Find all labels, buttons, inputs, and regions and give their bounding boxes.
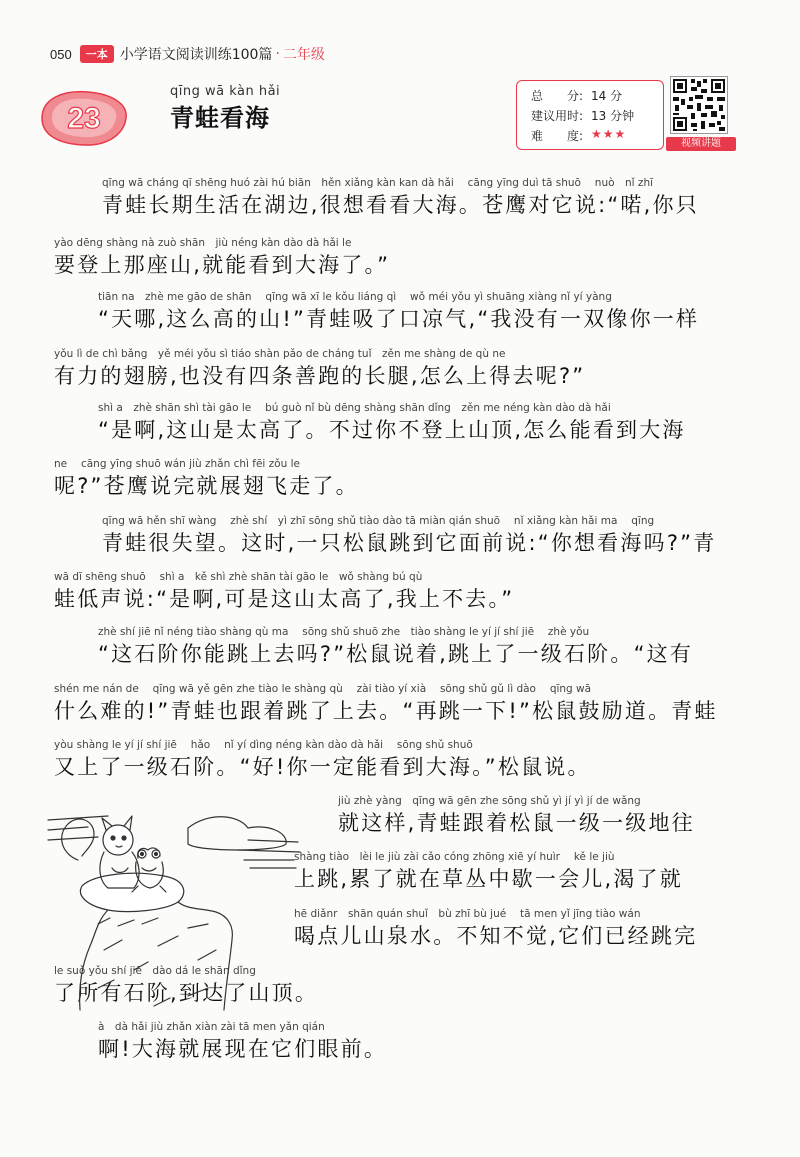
hanzi-line: “是啊,这山是太高了。不过你不登上山顶,怎么能看到大海 [98, 418, 686, 442]
pinyin-line: tiān na zhè me gāo de shān qīng wā xī le kǒu liáng qì wǒ méi yǒu yì shuāng xiàng nǐ yí yàng [98, 291, 612, 303]
hanzi-line: “天哪,这么高的山!”青蛙吸了口凉气,“我没有一双像你一样 [98, 307, 700, 331]
lesson-number: 23 [67, 102, 101, 135]
squirrel-frog-illustration [38, 800, 308, 1020]
text-line [54, 682, 744, 728]
hanzi-line: 有力的翅膀,也没有四条善跑的长腿,怎么上得去呢?” [54, 364, 586, 388]
hanzi-line: 什么难的!”青蛙也跟着跳了上去。“再跳一下!”松鼠鼓励道。青蛙 [54, 699, 718, 723]
text-line [98, 1020, 498, 1066]
difficulty-stars: ★★★ [591, 127, 627, 141]
time-label: 建议用时: [531, 109, 584, 123]
time-row [531, 107, 634, 124]
hanzi-line: 又上了一级石阶。“好!你一定能看到大海。”松鼠说。 [54, 755, 591, 779]
text-line [338, 794, 742, 840]
hanzi-line: 青蛙很失望。这时,一只松鼠跳到它面前说:“你想看海吗?”青 [102, 531, 717, 555]
hanzi-line: 了所有石阶,到达了山顶。 [54, 981, 319, 1005]
pinyin-line: zhè shí jiē nǐ néng tiào shàng qù ma sōng shǔ shuō zhe tiào shàng le yí jí shí jiē zhè yǒu [98, 626, 590, 638]
lesson-number-badge [34, 88, 130, 148]
text-line [98, 290, 742, 336]
pinyin-line: yòu shàng le yí jí shí jiē hǎo nǐ yí dìng néng kàn dào dà hǎi sōng shǔ shuō [54, 739, 473, 751]
text-line [54, 457, 744, 503]
difficulty-label: 难 度: [531, 129, 584, 143]
text-line [98, 625, 742, 671]
pinyin-line: shàng tiào lèi le jiù zài cǎo cóng zhōng xiē yí huìr kě le jiù [294, 851, 615, 863]
pinyin-line: le suǒ yǒu shí jiē dào dá le shān dǐng [54, 965, 256, 977]
pinyin-line: shén me nán de qīng wā yě gēn zhe tiào le shàng qù zài tiào yí xià sōng shǔ gǔ lì dào qīng wā [54, 683, 592, 695]
brand-logo: 一本 [80, 45, 114, 63]
hanzi-line: 喝点儿山泉水。不知不觉,它们已经跳完 [294, 924, 698, 948]
text-line [102, 176, 742, 222]
pinyin-line: à dà hǎi jiù zhǎn xiàn zài tā men yǎn qián [98, 1021, 325, 1033]
score-label: 总 分: [531, 89, 584, 103]
lesson-title-pinyin: qīng wā kàn hǎi [170, 84, 281, 99]
pinyin-line: shì a zhè shān shì tài gāo le bú guò nǐ bù dēng shàng shān dǐng zěn me néng kàn dào dà hǎi [98, 402, 611, 414]
hanzi-line: 蛙低声说:“是啊,可是这山太高了,我上不去。” [54, 587, 515, 611]
time-value: 13 分钟 [591, 109, 635, 123]
text-line [54, 738, 744, 784]
pinyin-line: yǒu lì de chì bǎng yě méi yǒu sì tiáo shàn pǎo de cháng tuǐ zěn me shàng de qù ne [54, 348, 506, 360]
lesson-info-box [516, 80, 664, 150]
hanzi-line: 要登上那座山,就能看到大海了。” [54, 253, 391, 277]
page-number: 050 [50, 46, 72, 62]
pinyin-line: ne cāng yīng shuō wán jiù zhǎn chì fēi zǒu le [54, 458, 300, 470]
running-header [50, 44, 325, 64]
qr-code-icon[interactable] [670, 76, 728, 134]
video-explanation-label: 视频讲题 [666, 137, 736, 151]
hanzi-line: 青蛙长期生活在湖边,很想看看大海。苍鹰对它说:“喏,你只 [102, 193, 699, 217]
text-line [54, 236, 744, 282]
lesson-title: 青蛙看海 [170, 104, 270, 132]
hanzi-line: 就这样,青蛙跟着松鼠一级一级地往 [338, 811, 695, 835]
pinyin-line: qīng wā hěn shī wàng zhè shí yì zhī sōng shǔ tiào dào tā miàn qián shuō nǐ xiǎng kàn hǎi ma qīng [102, 515, 655, 527]
text-line [54, 570, 744, 616]
hanzi-line: 上跳,累了就在草丛中歇一会儿,渴了就 [294, 867, 683, 891]
pinyin-line: qīng wā cháng qī shēng huó zài hú biān hěn xiǎng kàn kan dà hǎi cāng yīng duì tā shuō nuò nǐ zhī [102, 177, 654, 189]
series-title: 小学语文阅读训练100篇 [119, 47, 273, 63]
header-dot: · [275, 46, 280, 62]
difficulty-row [531, 127, 626, 144]
text-line [294, 850, 742, 896]
pinyin-line: wā dī shēng shuō shì a kě shì zhè shān tài gāo le wǒ shàng bú qù [54, 571, 423, 583]
text-line [294, 907, 742, 953]
pinyin-line: yào dēng shàng nà zuò shān jiù néng kàn dào dà hǎi le [54, 237, 352, 249]
grade-label: 二年级 [282, 47, 325, 63]
text-line [98, 401, 742, 447]
hanzi-line: “这石阶你能跳上去吗?”松鼠说着,跳上了一级石阶。“这有 [98, 642, 694, 666]
score-row [531, 87, 622, 104]
pinyin-line: hē diǎnr shān quán shuǐ bù zhī bù jué tā men yǐ jīng tiào wán [294, 908, 641, 920]
text-line [54, 347, 744, 393]
text-line [102, 514, 742, 560]
pinyin-line: jiù zhè yàng qīng wā gēn zhe sōng shǔ yì jí yì jí de wǎng [338, 795, 641, 807]
hanzi-line: 啊!大海就展现在它们眼前。 [98, 1037, 388, 1061]
hanzi-line: 呢?”苍鹰说完就展翅飞走了。 [54, 474, 359, 498]
score-value: 14 分 [591, 89, 623, 103]
